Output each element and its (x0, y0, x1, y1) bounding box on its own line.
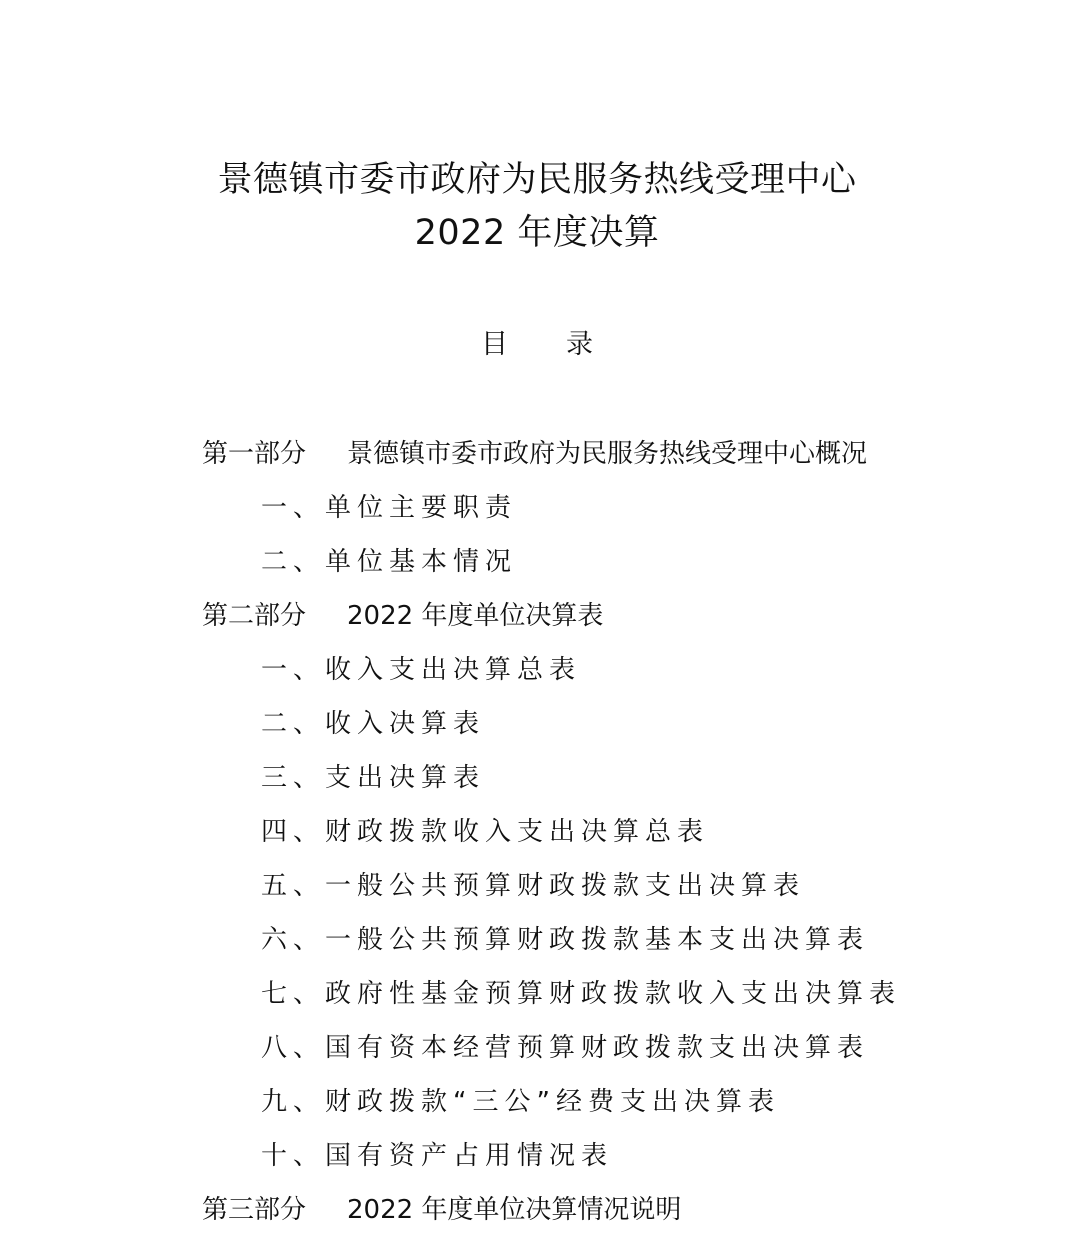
toc-item: 二、单位基本情况 (261, 547, 518, 577)
toc-item: 七、政府性基金预算财政拨款收入支出决算表 (261, 979, 902, 1009)
toc-item: 八、国有资本经营预算财政拨款支出决算表 (261, 1033, 870, 1063)
toc-item: 三、支出决算表 (261, 763, 486, 793)
toc-part-label: 第二部分 (202, 601, 307, 631)
toc-part (202, 598, 603, 634)
document-title: 景德镇市委市政府为民服务热线受理中心 (217, 160, 857, 200)
toc-item: 二、收入决算表 (261, 709, 486, 739)
toc-part (202, 436, 867, 472)
toc-part-label: 第一部分 (202, 439, 307, 469)
toc-item: 九、财政拨款“三公”经费支出决算表 (261, 1087, 780, 1117)
document-subtitle: 2022 年度决算 (414, 213, 660, 253)
toc-item: 一、收入支出决算总表 (261, 655, 582, 685)
toc-part (202, 1192, 681, 1228)
toc-part-title: 2022 年度单位决算情况说明 (347, 1195, 682, 1225)
toc-heading: 目录 (481, 329, 651, 360)
toc-part-label: 第三部分 (202, 1195, 307, 1225)
toc-item: 一、单位主要职责 (261, 493, 518, 523)
toc-item: 十、国有资产占用情况表 (261, 1141, 614, 1171)
toc-part-title: 景德镇市委市政府为民服务热线受理中心概况 (347, 439, 868, 469)
toc-item: 六、一般公共预算财政拨款基本支出决算表 (261, 925, 870, 955)
toc-item: 五、一般公共预算财政拨款支出决算表 (261, 871, 806, 901)
toc-part-title: 2022 年度单位决算表 (347, 601, 604, 631)
toc-item: 四、财政拨款收入支出决算总表 (261, 817, 710, 847)
